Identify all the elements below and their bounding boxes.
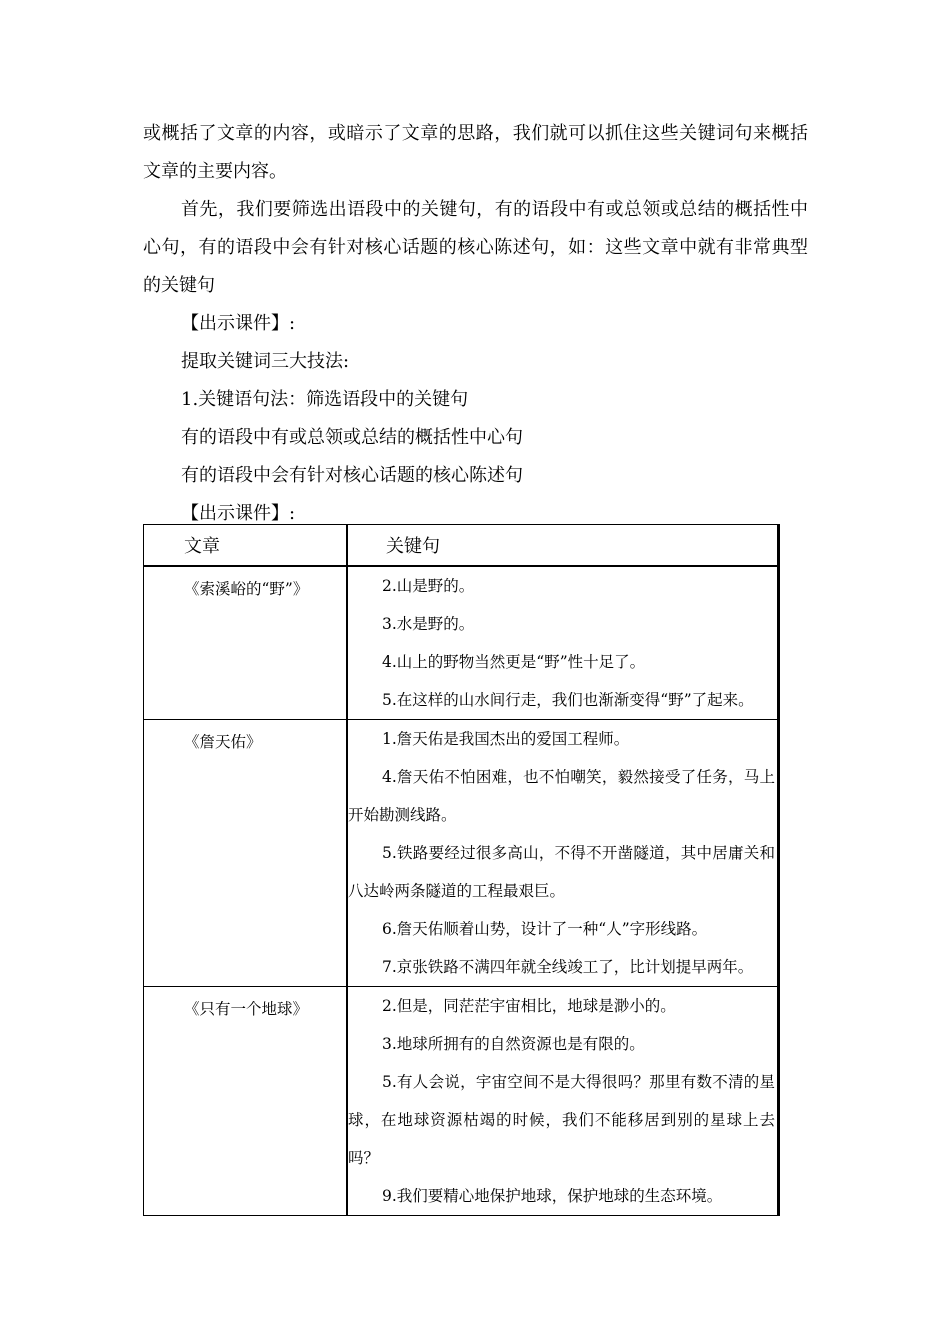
article-title: 《索溪峪的“野”》 — [184, 580, 309, 598]
paragraph: 首先，我们要筛选出语段中的关键句，有的语段中有或总领或总结的概括性中心句，有的语段中会有针对核心话题的核心陈述句，如：这些文章中就有非常典型的关键句 — [143, 199, 808, 296]
key-sentence: 4.詹天佑不怕困难，也不怕嘲笑，毅然接受了任务，马上开始勘测线路。 — [348, 768, 775, 824]
table-header-row — [144, 525, 779, 567]
paragraph: 1.关键语句法：筛选语段中的关键句 — [181, 389, 469, 410]
header-article: 文章 — [144, 525, 348, 567]
paragraph: 【出示课件】: — [181, 503, 296, 524]
key-sentence: 5.在这样的山水间行走，我们也渐渐变得“野”了起来。 — [382, 691, 754, 709]
key-sentence: 3.水是野的。 — [382, 615, 475, 633]
header-key-sentence: 关键句 — [347, 525, 779, 567]
paragraph: 提取关键词三大技法: — [181, 351, 350, 372]
key-sentence: 4.山上的野物当然更是“野”性十足了。 — [382, 653, 646, 671]
table-row — [144, 720, 779, 987]
key-sentence: 2.山是野的。 — [382, 577, 475, 595]
key-sentence: 3.地球所拥有的自然资源也是有限的。 — [382, 1035, 645, 1053]
paragraph: 有的语段中有或总领或总结的概括性中心句 — [181, 427, 523, 448]
key-sentence: 6.詹天佑顺着山势，设计了一种“人”字形线路。 — [382, 920, 708, 938]
paragraph: 或概括了文章的内容，或暗示了文章的思路，我们就可以抓住这些关键词句来概括文章的主要内容。 — [143, 123, 808, 182]
key-sentence: 7.京张铁路不满四年就全线竣工了，比计划提早两年。 — [382, 958, 754, 976]
key-sentence: 1.詹天佑是我国杰出的爱国工程师。 — [382, 730, 630, 748]
key-sentence: 9.我们要精心地保护地球，保护地球的生态环境。 — [382, 1187, 723, 1205]
article-title: 《詹天佑》 — [184, 733, 262, 751]
key-sentence-table — [143, 524, 780, 1216]
article-title: 《只有一个地球》 — [184, 1000, 309, 1018]
paragraph: 【出示课件】: — [181, 313, 296, 334]
body-text — [143, 115, 808, 533]
table-row — [144, 987, 779, 1216]
table-row — [144, 566, 779, 720]
key-sentence: 5.有人会说，宇宙空间不是大得很吗？那里有数不清的星球，在地球资源枯竭的时候，我们不能移居到别的星球上去吗？ — [348, 1073, 775, 1167]
paragraph: 有的语段中会有针对核心话题的核心陈述句 — [181, 465, 523, 486]
key-sentence: 5.铁路要经过很多高山，不得不开凿隧道，其中居庸关和八达岭两条隧道的工程最艰巨。 — [348, 844, 775, 900]
key-sentence: 2.但是，同茫茫宇宙相比，地球是渺小的。 — [382, 997, 676, 1015]
